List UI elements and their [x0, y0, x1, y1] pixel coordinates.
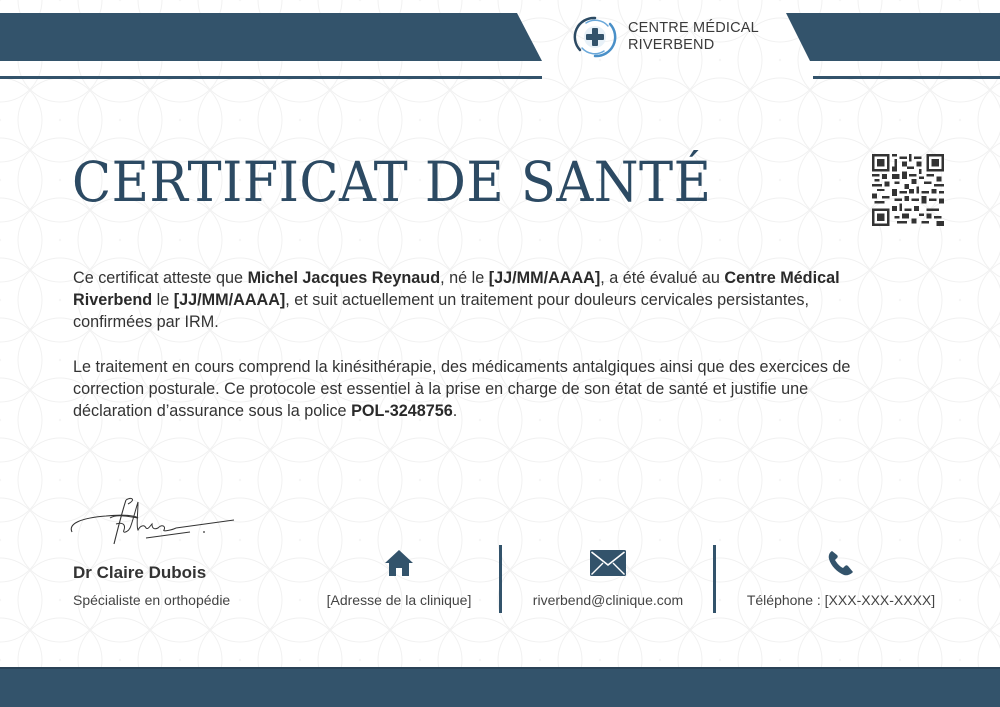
address-text: [Adresse de la clinique]: [326, 592, 472, 608]
phone-text: Téléphone : [XXX-XXX-XXXX]: [746, 592, 936, 608]
policy-number: POL-3248756: [351, 402, 453, 420]
text-segment: Le traitement en cours comprend la kinésithérapie, des médicaments antalgiques ainsi que des exercices de correction posturale. Ce protocole est essentiel à la prise en charge de son état de santé et justifie une déclaration d’assurance sous la police: [73, 358, 851, 420]
birth-date: [JJ/MM/AAAA]: [488, 269, 601, 287]
text-segment: Ce certificat atteste que: [73, 269, 248, 287]
clinic-name-line1: CENTRE MÉDICAL: [628, 20, 759, 36]
clinic-name-line2: RIVERBEND: [628, 37, 715, 53]
text-segment: , a été évalué au: [600, 269, 725, 287]
phone-icon: [827, 549, 855, 577]
clinic-reference: Centre Médical Riverbend: [73, 269, 840, 309]
header-rule-left: [0, 76, 542, 79]
signatory-name: Dr Claire Dubois: [73, 563, 207, 582]
certificate-paragraph-1: [73, 267, 873, 333]
qr-code-icon: [872, 154, 944, 226]
contact-divider: [713, 545, 716, 613]
home-icon: [384, 549, 414, 577]
text-segment: , né le: [440, 269, 489, 287]
contact-email: [508, 548, 708, 608]
evaluation-date: [JJ/MM/AAAA]: [173, 291, 286, 309]
footer-band: [0, 669, 1000, 707]
text-segment: , et suit actuellement un traitement pour douleurs cervicales persistantes, confirmées par IRM.: [73, 291, 809, 331]
medical-cross-icon: [572, 14, 618, 60]
email-text[interactable]: riverbend@clinique.com: [532, 592, 684, 608]
signature-icon: [66, 494, 241, 554]
envelope-icon: [590, 550, 626, 576]
contact-divider: [499, 545, 502, 613]
signatory-role: Spécialiste en orthopédie: [73, 592, 231, 608]
contact-phone: [741, 548, 941, 608]
clinic-name: [628, 20, 759, 54]
clinic-logo: [572, 14, 759, 60]
patient-name: Michel Jacques Reynaud: [247, 269, 441, 287]
header-band-right: [786, 13, 1000, 61]
text-segment: le: [152, 291, 174, 309]
contact-address: [299, 548, 499, 608]
header-rule-right: [813, 76, 1000, 79]
text-segment: .: [452, 402, 458, 420]
certificate-paragraph-2: [73, 356, 873, 422]
certificate-title: CERTIFICAT DE SANTÉ: [72, 150, 712, 214]
header-band-left: [0, 13, 542, 61]
